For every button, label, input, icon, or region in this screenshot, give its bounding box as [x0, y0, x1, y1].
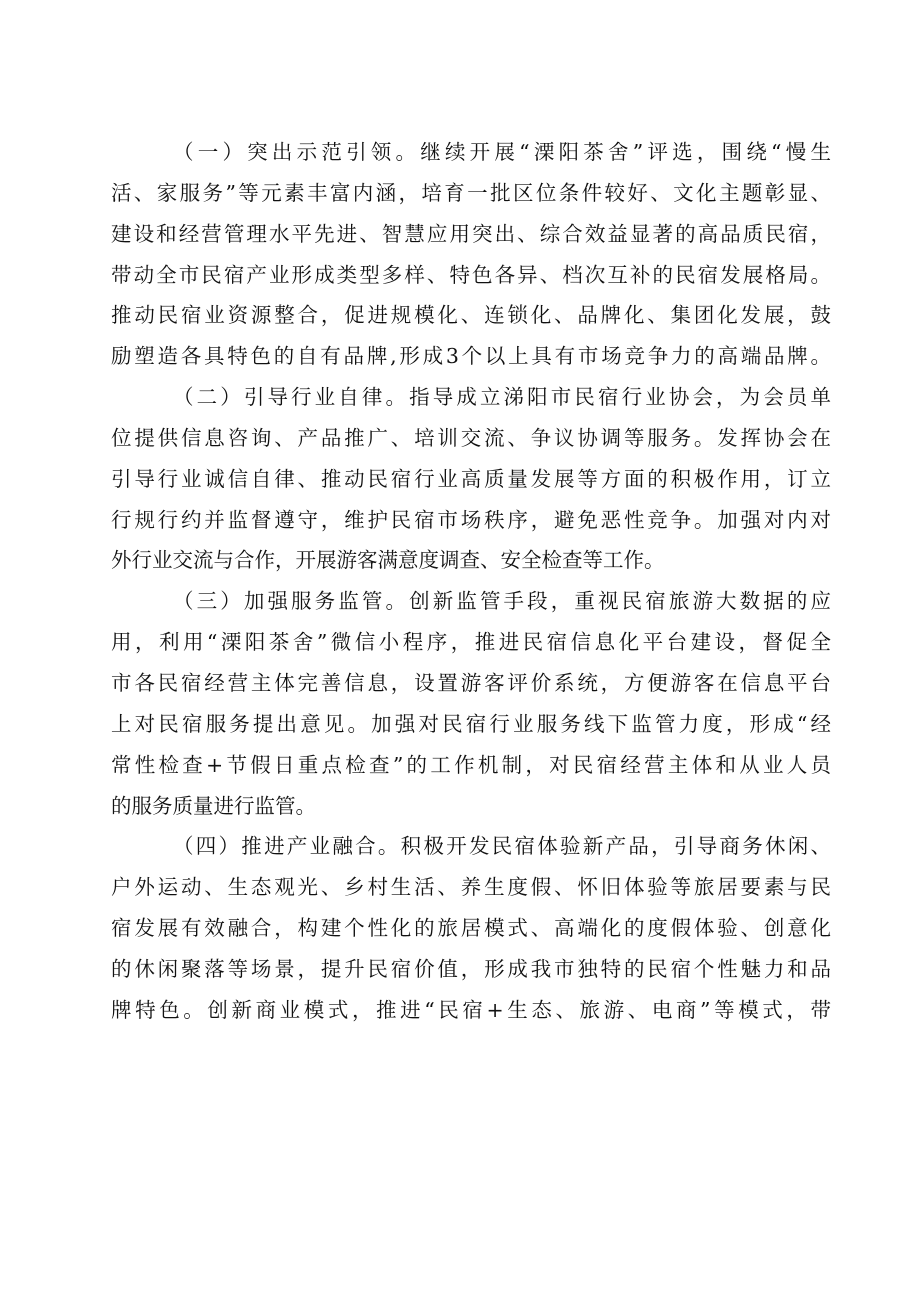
text-line: 推动民宿业资源整合，促进规模化、连锁化、品牌化、集团化发展，鼓 — [111, 303, 831, 328]
text-line: 引导行业诚信自律、推动民宿行业高质量发展等方面的积极作用，订立 — [111, 466, 831, 491]
text-line: 外行业交流与合作，开展游客满意度调查、安全检查等工作。 — [111, 548, 665, 573]
text-line: （二）引导行业自律。指导成立涕阳市民宿行业协会，为会员单 — [173, 385, 831, 410]
text-line: 励塑造各具特色的自有品牌,形成3个以上具有市场竞争力的高端品牌。 — [111, 344, 831, 369]
paragraph-4 — [111, 826, 831, 1030]
text-line: （一）突出示范引领。继续开展“溧阳茶舍”评选，围绕“慢生 — [173, 140, 831, 164]
text-line: 行规行约并监督遵守，维护民宿市场秩序，避免恶性竞争。加强对内对 — [111, 507, 831, 532]
text-line: 的服务质量进行监管。 — [111, 793, 316, 818]
text-line: 位提供信息咨询、产品推广、培训交流、争议协调等服务。发挥协会在 — [111, 425, 831, 450]
text-line: 活、家服务”等元素丰富内涵，培育一批区位条件较好、文化主题彰显、 — [111, 180, 831, 205]
text-line: 常性检查+节假日重点检查”的工作机制，对民宿经营主体和从业人员 — [111, 752, 831, 777]
paragraph-1 — [111, 132, 831, 377]
text-line: 宿发展有效融合，构建个性化的旅居模式、高端化的度假体验、创意化 — [111, 916, 831, 941]
text-line: 上对民宿服务提出意见。加强对民宿行业服务线下监管力度，形成“经 — [111, 711, 831, 736]
paragraph-2 — [111, 377, 831, 581]
text-line: （四）推进产业融合。积极开发民宿体验新产品，引导商务休闲、 — [173, 834, 831, 859]
text-line: 户外运动、生态观光、乡村生活、养生度假、怀旧体验等旅居要素与民 — [111, 875, 831, 900]
text-line: （三）加强服务监管。创新监管手段，重视民宿旅游大数据的应 — [173, 589, 831, 614]
text-line: 的休闲聚落等场景，提升民宿价值，形成我市独特的民宿个性魅力和品 — [111, 956, 831, 981]
text-line: 建设和经营管理水平先进、智慧应用突出、综合效益显著的高品质民宿， — [111, 221, 831, 246]
text-line: 牌特色。创新商业模式，推进“民宿+生态、旅游、电商”等模式，带 — [111, 997, 831, 1022]
document-body — [111, 132, 831, 1031]
text-line: 市各民宿经营主体完善信息，设置游客评价系统，方便游客在信息平台 — [111, 670, 831, 695]
text-line: 用，利用“溧阳茶舍”微信小程序，推进民宿信息化平台建设，督促全 — [111, 630, 831, 655]
paragraph-3 — [111, 581, 831, 826]
text-line: 带动全市民宿产业形成类型多样、特色各异、档次互补的民宿发展格局。 — [111, 262, 831, 287]
